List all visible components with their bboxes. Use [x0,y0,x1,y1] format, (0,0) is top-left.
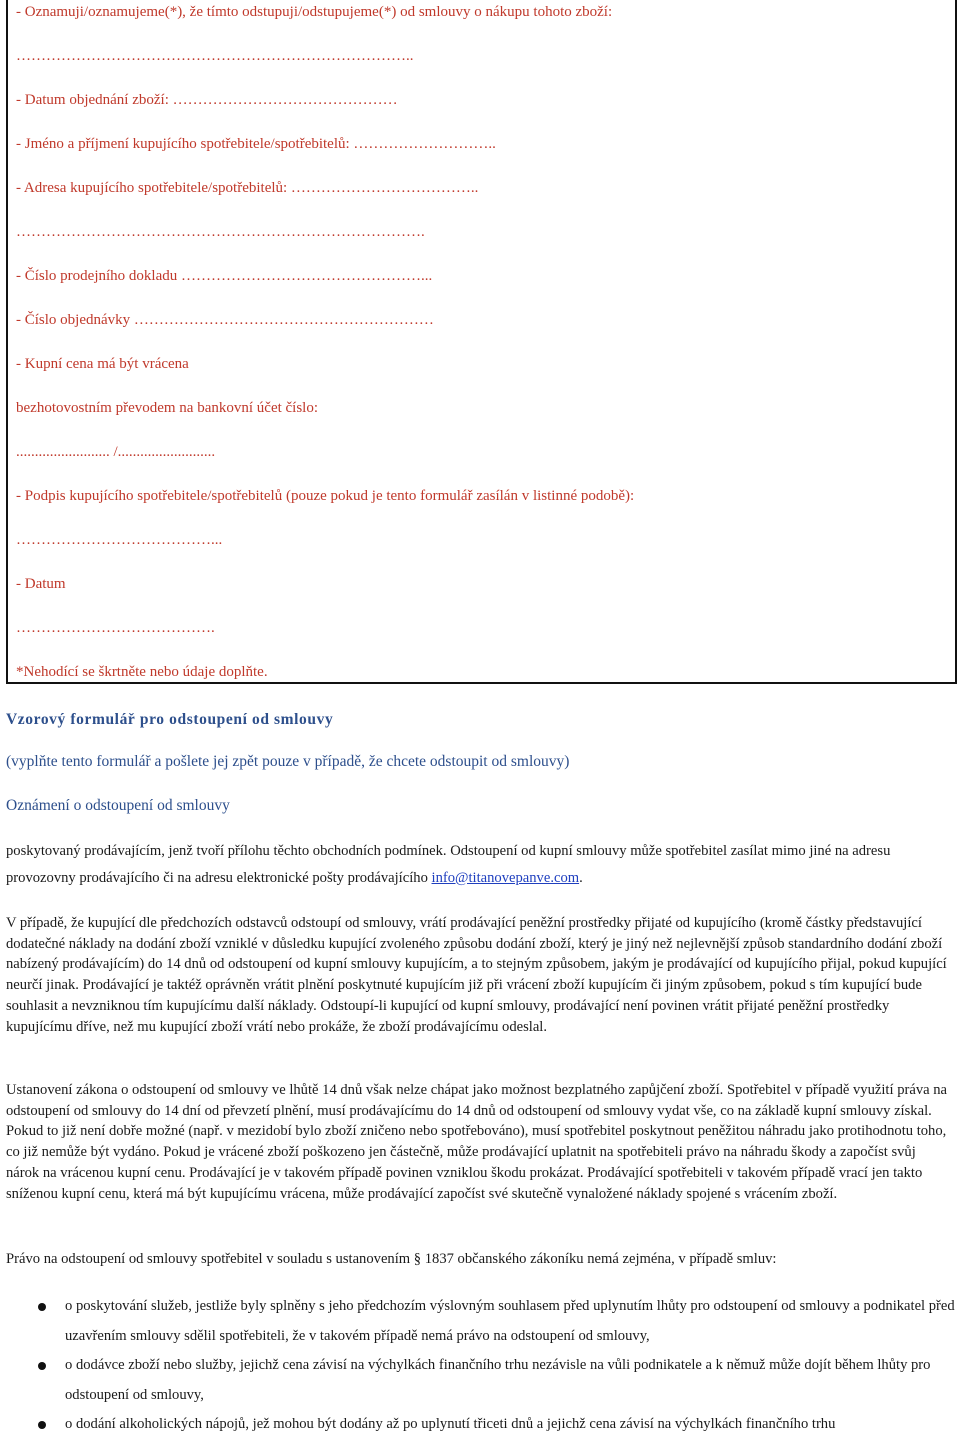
paragraph-refund-rules: V případě, že kupující dle předchozích odstavců odstoupí od smlouvy, vrátí prodávající peněžní prostředky přijaté od kupujícího (kromě částky představující dodatečné náklady na dodání zboží vzniklé v důsledku kupující zvoleného způsobu dodání zboží, který je jiný než nejlevnější způsob standardního dodání zboží nabízený prodávajícím) do 14 dnů od odstoupení od kupní smlouvy kupujícím, a to stejným způsobem, jakým je prodávající od kupujícího přijal, pokud kupující neurčí jinak. Prodávající je taktéž oprávněn vrátit plnění poskytnuté kupujícím již při vrácení zboží kupujícím či jiným způsobem, pokud s tím kupující bude souhlasit a nevzniknou tím kupujícímu další náklady. Odstoupí-li kupující od kupní smlouvy, prodávající není povinen vrátit přijaté peněžní prostředky kupujícímu dříve, než mu kupující zboží vrátí nebo prokáže, že zboží prodávajícímu odeslal. [6,915,947,1035]
form-line-receipt-no: - Číslo prodejního dokladu …………………………………………... [16,268,433,284]
paragraph-withdrawal-address-text: poskytovaný prodávajícím, jenž tvoří přílohu těchto obchodních podmínek. Odstoupení od kupní smlouvy může spotřebitel zasílat mimo jiné na adresu provozovny prodávajícího či na adresu elektronické pošty prodávajícího [6,843,891,886]
form-line-refund: - Kupní cena má být vrácena [16,356,189,372]
list-item-text: o poskytování služeb, jestliže byly splněny s jeho předchozím výslovným souhlasem před uplynutím lhůty pro odstoupení od smlouvy a podnikatel před uzavřením smlouvy sdělil spotřebiteli, že v takovém případě nemá právo na odstoupení od smlouvy, [65,1298,955,1344]
form-line-date: - Datum [16,576,66,592]
seller-email-link[interactable]: info@titanovepanve.com [431,869,580,886]
form-line-address-blank: ………………………………………………………………………. [16,224,425,240]
form-line-buyer-address: - Adresa kupujícího spotřebitele/spotřebitelů: ……………………………….. [16,180,479,196]
bullet-dot-icon [38,1303,46,1311]
list-item-text: o dodávce zboží nebo služby, jejichž cena závisí na výchylkách finančního trhu nezávisle na vůli podnikatele a k němuž může dojít během lhůty pro odstoupení od smlouvy, [65,1357,931,1403]
withdrawal-form-box [6,0,957,684]
list-item-text: o dodání alkoholických nápojů, jež mohou být dodány až po uplynutí třiceti dnů a jejichž cena závisí na výchylkách finančního trhu [65,1416,836,1432]
form-line-bank-transfer: bezhotovostním převodem na bankovní účet číslo: [16,400,319,416]
paragraph-withdrawal-address [6,838,950,891]
list-item [0,1292,960,1351]
form-line-order-date: - Datum objednání zboží: ……………………………………… [16,92,398,108]
form-line-account-blank: ......................... /.......................... [16,444,216,460]
list-item [0,1351,960,1410]
form-line-signature-blank: …………………………………... [16,532,223,548]
paragraph-exceptions-intro: Právo na odstoupení od smlouvy spotřebitel v souladu s ustanovením § 1837 občanského zákoníku nemá zejména, v případě smluv: [6,1251,777,1267]
form-line-buyer-name: - Jméno a příjmení kupujícího spotřebitele/spotřebitelů: ……………………….. [16,136,496,152]
bullet-dot-icon [38,1421,46,1429]
form-line-signature: - Podpis kupujícího spotřebitele/spotřebitelů (pouze pokud je tento formulář zasílán v listinné podobě): [16,488,635,504]
paragraph-no-free-loan: Ustanovení zákona o odstoupení od smlouvy ve lhůtě 14 dnů však nelze chápat jako možnost bezplatného zapůjčení zboží. Spotřebitel v případě využití práva na odstoupení od smlouvy do 14 dní od převzetí plnění, musí prodávajícímu do 14 dnů od odstoupení od smlouvy vydat vše, co na základě kupní smlouvy získal. Pokud to již není dobře možné (např. v mezidobí bylo zboží zničeno nebo spotřebováno), musí spotřebitel poskytnout peněžitou náhradu jako protihodnotu toho, co již nemůže být vydáno. Pokud je vrácené zboží poškozeno jen částečně, může prodávající uplatnit na spotřebiteli právo na náhradu škody a započíst svůj nárok na vrácenou kupní cenu. Prodávající je v takovém případě povinen vzniklou škodu prokázat. Prodávající spotřebiteli v takovém případě vrací jen takto sníženou kupní cenu, která má být kupujícímu vrácena, může prodávající započíst své skutečně vynaložené náklady spojené s vrácením zboží. [6,1082,948,1202]
notice-title: Oznámení o odstoupení od smlouvy [6,797,230,814]
template-title: Vzorový formulář pro odstoupení od smlouvy [6,711,334,728]
exceptions-list [0,1292,960,1440]
form-line-date-blank: …………………………………. [16,620,215,636]
form-line-goods-blank: …………………………………………………………………….. [16,48,414,64]
template-instruction: (vyplňte tento formulář a pošlete jej zpět pouze v případě, že chcete odstoupit od smlouvy) [6,753,570,770]
list-item [0,1410,960,1440]
form-line-footnote: *Nehodící se škrtněte nebo údaje doplňte. [16,664,268,680]
bullet-dot-icon [38,1362,46,1370]
paragraph-withdrawal-address-end: . [579,869,583,886]
form-line-intent: - Oznamuji/oznamujeme(*), že tímto odstupuji/odstupujeme(*) od smlouvy o nákupu tohoto zboží: [16,4,613,20]
form-line-order-no: - Číslo objednávky …………………………………………………… [16,312,434,328]
